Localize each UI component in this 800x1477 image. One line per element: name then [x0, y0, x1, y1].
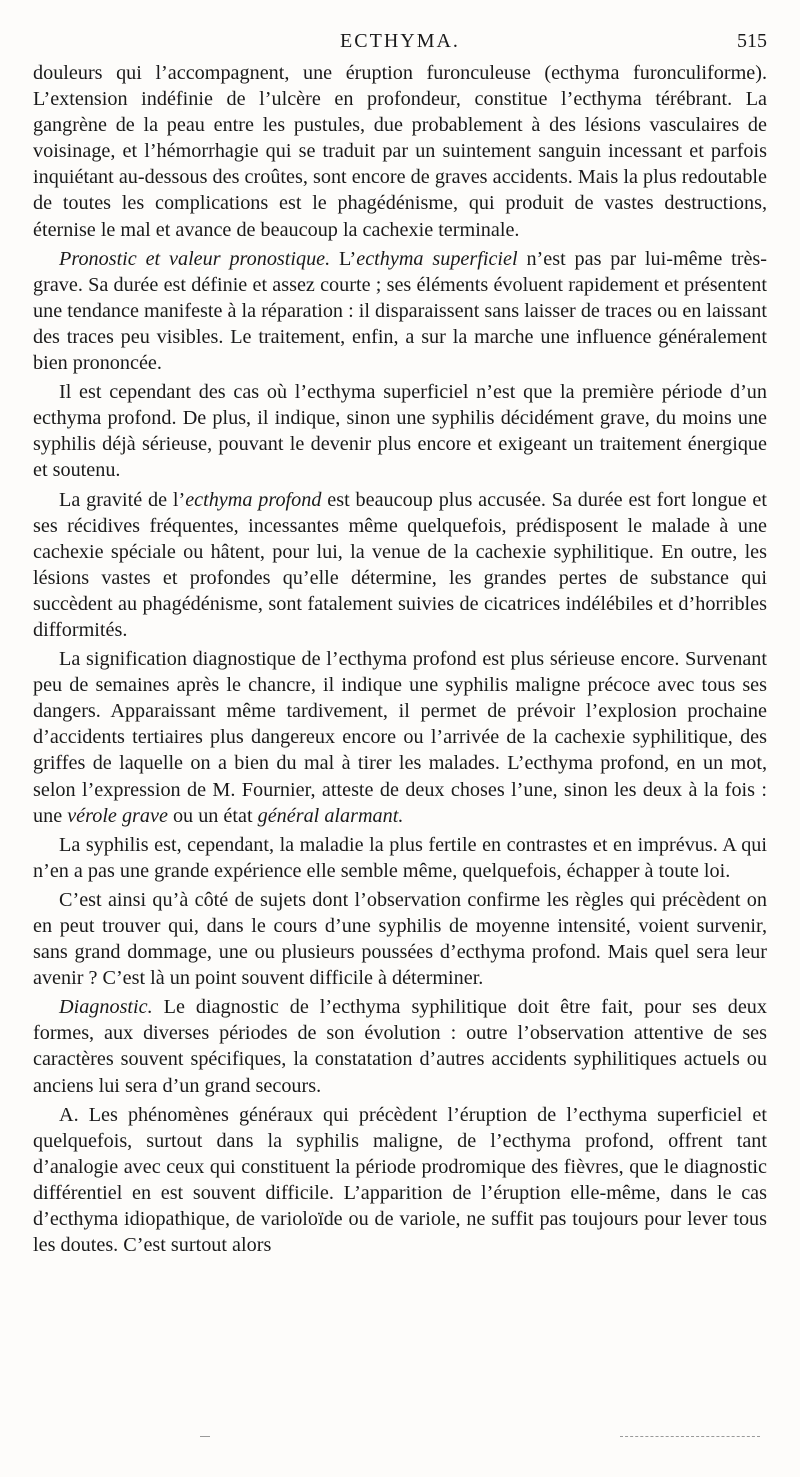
italic-run: ecthyma profond — [185, 488, 322, 511]
italic-run: Pronostic et valeur pronostique. — [59, 247, 331, 270]
paragraph — [33, 379, 767, 483]
text-run: La syphilis est, cependant, la maladie la plus fertile en contrastes et en imprévus. A qui n’en a pas une grande expérience elle semble même, quelquefois, échapper à toute loi. — [33, 833, 767, 882]
text-run: L’ — [330, 247, 357, 270]
paragraph — [33, 487, 767, 644]
body-text — [33, 60, 767, 1261]
text-run: n’est pas par lui-même très-grave. Sa durée est définie et assez courte ; ses éléments évoluent rapidement et présentent une tendance manifeste à la réparation : il disparaissent sans laisser de traces ou en laissant des traces peu visibles. Le traitement, enfin, a sur la marche une influence généralement bien prononcée. — [33, 247, 767, 375]
paragraph — [33, 60, 767, 243]
paragraph — [33, 832, 767, 884]
text-run: Il est cependant des cas où l’ecthyma superficiel n’est que la première période d’un ecthyma profond. De plus, il indique, sinon une syphilis décidément grave, du moins une syphilis déjà sérieuse, pouvant le devenir plus encore et exigeant un traitement énergique et soutenu. — [33, 381, 767, 482]
text-run: ou un état — [167, 804, 258, 827]
text-run: La gravité de l’ — [59, 488, 186, 511]
text-run: Le diagnostic de l’ecthyma syphilitique doit être fait, pour ses deux formes, aux diverses périodes de son évolution : outre l’observation attentive de ses caractères souvent spécifiques, la constatation d’autres accidents syphilitiques actuels ou anciens lui sera d’un grand secours. — [33, 996, 767, 1097]
paragraph — [33, 1102, 767, 1259]
paragraph — [33, 646, 767, 829]
italic-run: ecthyma superficiel — [356, 247, 518, 270]
text-run: douleurs qui l’accompagnent, une éruption furonculeuse (ecthyma furonculiforme). L’extension indéfinie de l’ulcère en profondeur, constitue l’ecthyma térébrant. La gangrène de la peau entre les pustules, due probablement à des lésions vasculaires de voisinage, et l’hémorrhagie qui se traduit par un suintement sanguin incessant et parfois inquiétant au-dessous des croûtes, sont encore de graves accidents. Mais la plus redoutable de toutes les complications est le phagédénisme, qui produit de vastes destructions, éternise le mal et avance de beaucoup la cachexie terminale. — [33, 62, 767, 241]
italic-run: général alarmant. — [257, 804, 404, 827]
running-title: ECTHYMA. — [340, 30, 460, 52]
italic-run: Diagnostic. — [59, 996, 153, 1019]
italic-run: vérole grave — [67, 804, 168, 827]
text-run: C’est ainsi qu’à côté de sujets dont l’observation confirme les règles qui précèdent on en peut trouver qui, dans le cours d’une syphilis de moyenne intensité, voient survenir, sans grand dommage, une ou plusieurs poussées d’ecthyma profond. Mais quel sera leur avenir ? C’est là un point souvent difficile à déterminer. — [33, 888, 767, 990]
page-foot-marks — [0, 1432, 800, 1442]
foot-mark-left — [200, 1436, 210, 1437]
running-head — [33, 30, 767, 60]
paragraph — [33, 887, 767, 991]
paragraph — [33, 994, 767, 1098]
text-run: A. Les phénomènes généraux qui précèdent l’éruption de l’ecthyma superficiel et quelquefois, surtout dans la syphilis maligne, de l’ecthyma profond, offrent tant d’analogie avec ceux qui constituent la période prodromique des fièvres, que le diagnostic différentiel en est souvent difficile. L’apparition de l’éruption elle-même, dans le cas d’ecthyma idiopathique, de varioloïde ou de variole, ne suffit pas toujours pour lever tous les doutes. C’est surtout alors — [33, 1103, 767, 1257]
paragraph — [33, 246, 767, 376]
foot-mark-right — [620, 1436, 760, 1437]
text-run: est beaucoup plus accusée. Sa durée est fort longue et ses récidives fréquentes, incessantes même quelquefois, prédisposent le malade à une cachexie spéciale ou hâtent, pour lui, la venue de la cachexie syphilitique. En outre, les lésions vastes et profondes qu’elle détermine, les grandes pertes de substance qui succèdent au phagédénisme, sont fatalement suivies de cicatrices indélébiles et d’horribles difformités. — [33, 488, 767, 641]
page-number: 515 — [737, 30, 767, 52]
text-run: La signification diagnostique de l’ecthyma profond est plus sérieuse encore. Survenant peu de semaines après le chancre, il indique une syphilis maligne précoce avec tous ses dangers. Apparaissant même tardivement, il permet de prévoir l’explosion prochaine d’accidents tertiaires plus dangereux encore ou l’arrivée de la cachexie syphilitique, des griffes de laquelle on a bien du mal à tirer les malades. L’ecthyma profond, en un mot, selon l’expression de M. Fournier, atteste de deux choses l’une, sinon les deux à la fois : une — [33, 648, 767, 827]
